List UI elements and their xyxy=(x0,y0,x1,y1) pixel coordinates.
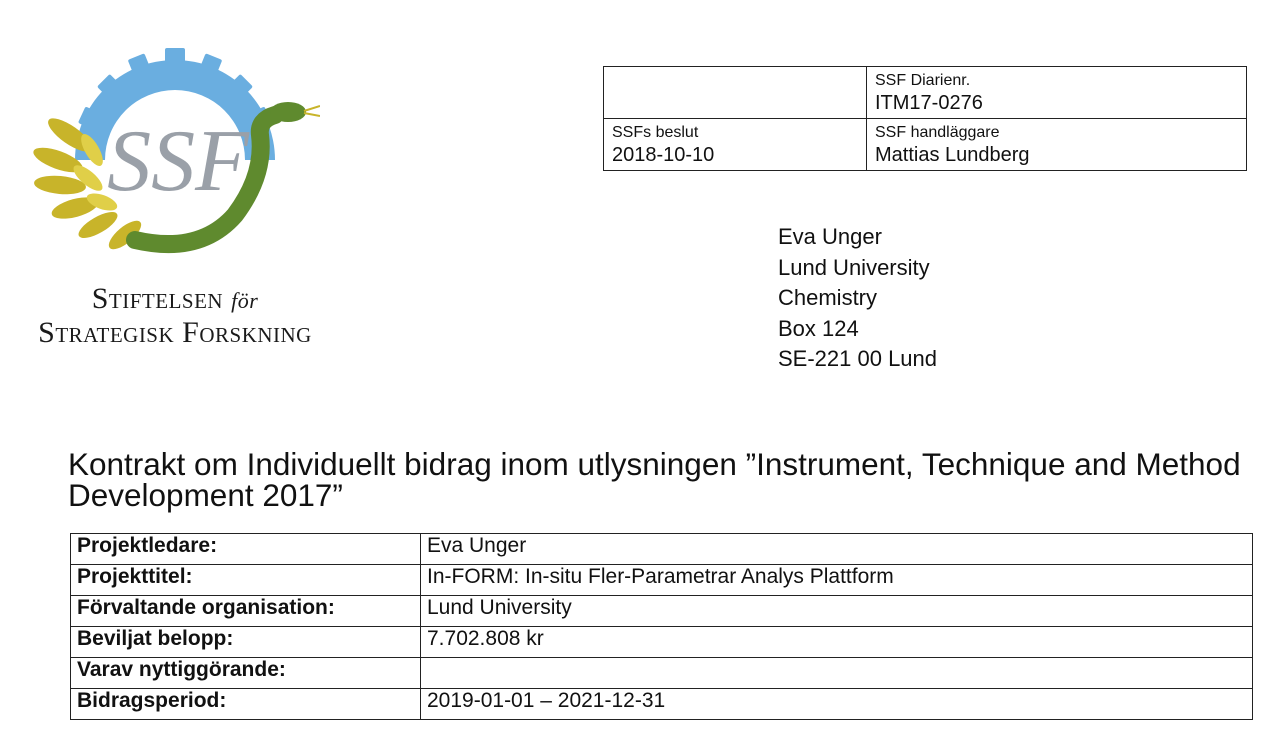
org-name-line1: Stiftelsen xyxy=(91,282,224,315)
meta-beslut-cell xyxy=(604,119,867,171)
handlaggare-value: Mattias Lundberg xyxy=(875,144,1030,166)
org-name-line2: Strategisk Forskning xyxy=(38,316,312,349)
row-label: Förvaltande organisation: xyxy=(71,596,421,627)
row-label: Varav nyttiggörande: xyxy=(71,658,421,689)
table-row xyxy=(71,565,1253,596)
address-postal: SE-221 00 Lund xyxy=(778,346,938,371)
recipient-address xyxy=(778,222,937,375)
project-table xyxy=(70,533,1253,720)
beslut-label: SSFs beslut xyxy=(612,124,699,141)
org-name-for: för xyxy=(231,288,259,313)
row-value: In-FORM: In-situ Fler-Parametrar Analys Plattform xyxy=(421,565,1253,596)
document-title: Kontrakt om Individuellt bidrag inom utlysningen ”Instrument, Technique and Method Development 2017” xyxy=(68,446,1241,513)
diarienr-label: SSF Diarienr. xyxy=(875,72,971,89)
organisation-name xyxy=(0,283,350,349)
address-organisation: Lund University xyxy=(778,254,930,280)
meta-diarienr-cell xyxy=(867,67,1247,119)
meta-row-2 xyxy=(604,119,1247,171)
meta-handlaggare-cell xyxy=(867,119,1247,171)
row-label: Beviljat belopp: xyxy=(71,627,421,658)
diarienr-value: ITM17-0276 xyxy=(875,92,983,114)
table-row xyxy=(71,689,1253,720)
row-value: Lund University xyxy=(421,596,1253,627)
ssf-logo xyxy=(30,40,320,260)
row-label: Projekttitel: xyxy=(71,565,421,596)
row-label: Projektledare: xyxy=(71,534,421,565)
row-label: Bidragsperiod: xyxy=(71,689,421,720)
table-row xyxy=(71,534,1253,565)
table-row xyxy=(71,596,1253,627)
table-row xyxy=(71,627,1253,658)
address-name: Eva Unger xyxy=(778,224,882,249)
table-row xyxy=(71,658,1253,689)
address-department: Chemistry xyxy=(778,285,878,310)
row-value: Eva Unger xyxy=(421,534,1253,565)
ssf-meta-table xyxy=(603,66,1247,171)
address-box: Box 124 xyxy=(778,315,859,341)
row-value xyxy=(421,658,1253,689)
handlaggare-label: SSF handläggare xyxy=(875,124,1000,141)
beslut-value: 2018-10-10 xyxy=(612,144,715,166)
row-value: 2019-01-01 – 2021-12-31 xyxy=(421,689,1253,720)
meta-row-1 xyxy=(604,67,1247,119)
row-value: 7.702.808 kr xyxy=(421,627,1253,658)
ssf-emblem-icon xyxy=(30,40,320,260)
meta-empty-cell xyxy=(604,67,867,119)
svg-text:SSF: SSF xyxy=(107,113,249,210)
